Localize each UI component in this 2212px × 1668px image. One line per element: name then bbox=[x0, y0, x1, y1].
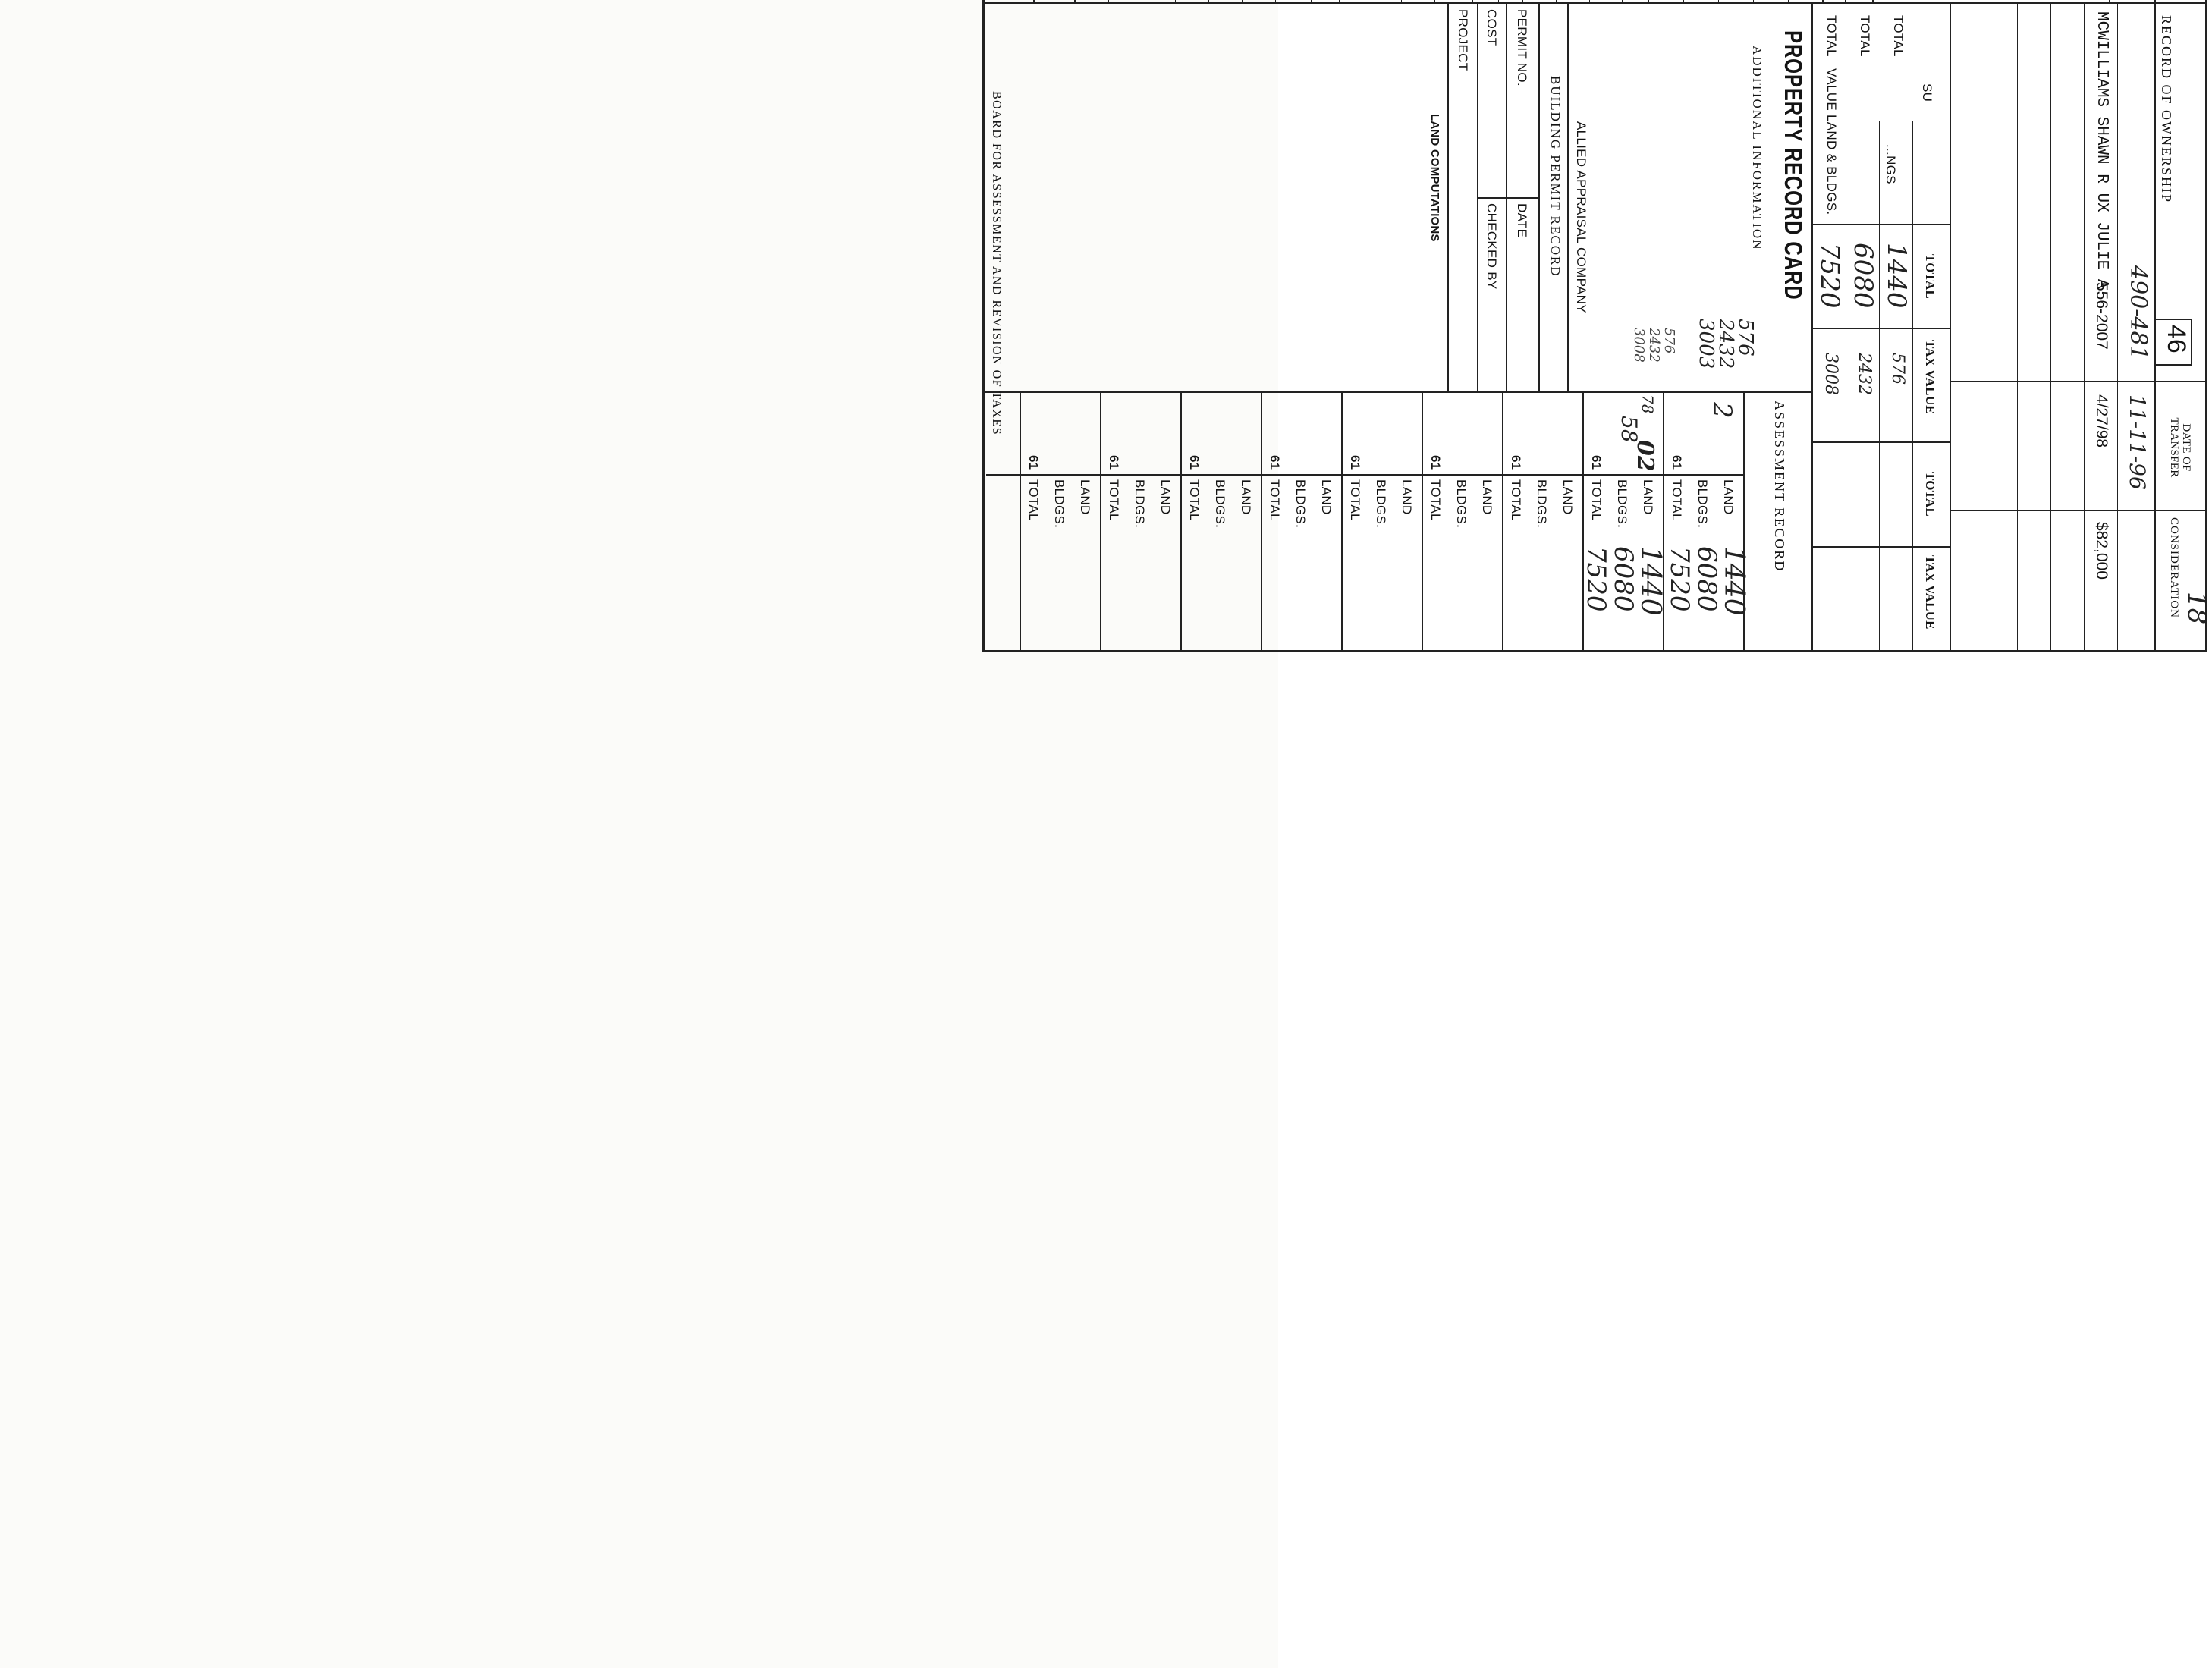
assessment-title: ASSESSMENT RECORD bbox=[1772, 401, 1787, 573]
permit-title: BUILDING PERMIT RECORD bbox=[1548, 76, 1563, 278]
rule bbox=[1622, 0, 1623, 2]
rule bbox=[1434, 0, 1435, 2]
owner-row2-date: 4/27/98 bbox=[2093, 394, 2110, 448]
rule bbox=[1311, 0, 1312, 2]
owner-row2-name: MCWILLIAMS SHAWN R UX JULIE A bbox=[2093, 11, 2110, 289]
asmt5-land: LAND bbox=[1400, 479, 1414, 515]
rule bbox=[1341, 391, 1343, 652]
rule bbox=[2084, 2, 2085, 652]
asmt4-bldgs: BLDGS. bbox=[1454, 479, 1469, 529]
rule bbox=[1538, 2, 1540, 391]
rule bbox=[985, 2, 2207, 4]
footer-right: BOARD FOR ASSESSMENT AND REVISION OF TAXES bbox=[990, 91, 1003, 436]
note-2: 2432 bbox=[1714, 319, 1737, 369]
asmt3-bldgs: BLDGS. bbox=[1535, 479, 1549, 529]
rule bbox=[1100, 391, 1101, 652]
asmt1-land: LAND bbox=[1721, 479, 1736, 515]
asmt7-land: LAND bbox=[1239, 479, 1253, 515]
asmt2-bldgs-value: 6080 bbox=[1608, 546, 1639, 612]
owner-row2-book: 556-2007 bbox=[2093, 282, 2110, 350]
asmt2-bldgs: BLDGS. bbox=[1615, 479, 1629, 529]
note-1: 576 bbox=[1734, 319, 1757, 357]
rule bbox=[1506, 2, 1507, 391]
corner-number: 18 bbox=[2182, 592, 2212, 625]
rule bbox=[2050, 2, 2051, 652]
rule bbox=[1567, 2, 1569, 391]
notes-block-1 bbox=[1696, 319, 1755, 369]
rule bbox=[1582, 391, 1584, 652]
note2-2: 2432 bbox=[1646, 328, 1662, 363]
asmt1-bldgs-value: 6080 bbox=[1692, 546, 1722, 612]
rule bbox=[1811, 2, 1813, 652]
asmt8-bldgs: BLDGS. bbox=[1133, 479, 1147, 529]
sum-h-total-2: TOTAL bbox=[1923, 472, 1937, 517]
rule bbox=[1275, 0, 1276, 2]
rule bbox=[1502, 391, 1503, 652]
rule bbox=[1242, 0, 1243, 2]
asmt4-code: 61 bbox=[1428, 455, 1443, 470]
asmt7-code: 61 bbox=[1187, 455, 1202, 470]
permit-no: PERMIT NO. bbox=[1515, 9, 1529, 86]
sum-row2-label2: ...NGS bbox=[1884, 144, 1898, 184]
appraisal-company: ALLIED APPRAISAL COMPANY bbox=[1574, 121, 1588, 313]
margin-mark-3: 58 bbox=[1617, 416, 1642, 443]
sum-row2-tax: 2432 bbox=[1855, 353, 1874, 395]
sum-row1-tax: 576 bbox=[1888, 353, 1907, 385]
asmt8-code: 61 bbox=[1107, 455, 1121, 470]
margin-mark-4: 02 bbox=[1632, 440, 1658, 472]
asmt2-total: TOTAL bbox=[1589, 479, 1604, 521]
additional-info: ADDITIONAL INFORMATION bbox=[1750, 46, 1764, 251]
rule bbox=[1208, 0, 1209, 2]
rule bbox=[1477, 2, 1478, 391]
note-3: 3003 bbox=[1695, 319, 1717, 369]
asmt1-total: TOTAL bbox=[1670, 479, 1684, 521]
asmt6-bldgs: BLDGS. bbox=[1293, 479, 1308, 529]
asmt1-code: 61 bbox=[1670, 455, 1684, 470]
rule bbox=[1813, 328, 1951, 329]
owner-row1-book: 490-481 bbox=[2125, 265, 2151, 360]
rule bbox=[1472, 0, 1473, 2]
rule bbox=[1261, 391, 1262, 652]
rule bbox=[1813, 441, 1951, 443]
rule bbox=[982, 650, 2207, 652]
asmt6-code: 61 bbox=[1268, 455, 1282, 470]
sum-row3-total: 7520 bbox=[1815, 243, 1845, 309]
permit-cost: COST bbox=[1485, 9, 1499, 46]
rule bbox=[1108, 0, 1109, 2]
rule bbox=[1951, 381, 2207, 382]
sum-row3-label2: VALUE LAND & BLDGS. bbox=[1824, 68, 1839, 215]
rule bbox=[1589, 0, 1590, 2]
sum-row3-tax: 3008 bbox=[1821, 353, 1840, 395]
rule bbox=[1478, 197, 1540, 199]
asmt1-bldgs: BLDGS. bbox=[1695, 479, 1710, 529]
rule bbox=[1788, 0, 1789, 2]
rule bbox=[1951, 510, 2207, 511]
date-header: DATE OF TRANSFER bbox=[2168, 417, 2192, 478]
asmt5-total: TOTAL bbox=[1348, 479, 1362, 521]
rule bbox=[1175, 0, 1176, 2]
asmt5-code: 61 bbox=[1348, 455, 1362, 470]
sum-row1-total: 1440 bbox=[1881, 243, 1912, 309]
rule bbox=[2205, 0, 2207, 652]
note2-1: 576 bbox=[1661, 328, 1677, 354]
rule bbox=[2117, 2, 2118, 652]
rule bbox=[1033, 0, 1035, 2]
rule bbox=[1522, 0, 1523, 2]
land-computations-title: LAND COMPUTATIONS bbox=[1428, 114, 1441, 242]
rule bbox=[1074, 0, 1076, 2]
rule bbox=[1813, 224, 1951, 225]
margin-mark-1: 2 bbox=[1707, 402, 1737, 419]
rule bbox=[985, 391, 1813, 393]
margin-mark-2: 78 bbox=[1639, 394, 1657, 414]
asmt9-bldgs: BLDGS. bbox=[1052, 479, 1067, 529]
rule bbox=[1950, 2, 1951, 652]
sum-row2-total: 6080 bbox=[1848, 243, 1878, 309]
asmt3-code: 61 bbox=[1509, 455, 1523, 470]
sum-row2-label: TOTAL bbox=[1858, 15, 1872, 57]
rule bbox=[1447, 2, 1449, 391]
rule bbox=[2017, 2, 2018, 652]
sum-h-tax: TAX VALUE bbox=[1923, 340, 1937, 414]
asmt9-total: TOTAL bbox=[1026, 479, 1041, 521]
rule bbox=[1912, 121, 1913, 652]
asmt2-total-value: 7520 bbox=[1581, 546, 1611, 612]
rule bbox=[1180, 391, 1182, 652]
sum-row1-label2: SU bbox=[1920, 83, 1934, 102]
asmt2-land: LAND bbox=[1641, 479, 1655, 515]
asmt6-land: LAND bbox=[1319, 479, 1334, 515]
asmt7-total: TOTAL bbox=[1187, 479, 1202, 521]
asmt4-land: LAND bbox=[1480, 479, 1494, 515]
permit-project: PROJECT bbox=[1456, 9, 1470, 71]
rule bbox=[1872, 0, 1874, 2]
asmt5-bldgs: BLDGS. bbox=[1374, 479, 1388, 529]
rule bbox=[1822, 0, 1824, 2]
rule bbox=[1401, 0, 1402, 2]
record-card-title: PROPERTY RECORD CARD bbox=[1780, 30, 1807, 300]
asmt1-land-value: 1440 bbox=[1718, 546, 1749, 616]
notes-block-2 bbox=[1631, 328, 1676, 363]
rule bbox=[2154, 2, 2156, 652]
rule bbox=[1683, 0, 1684, 2]
rule bbox=[982, 0, 985, 652]
asmt2-code: 61 bbox=[1589, 455, 1604, 470]
rule bbox=[1339, 0, 1340, 2]
consideration-header: CONSIDERATION bbox=[2168, 517, 2180, 618]
sum-row1-label: TOTAL bbox=[1891, 15, 1906, 57]
asmt9-code: 61 bbox=[1026, 455, 1041, 470]
note2-3: 3008 bbox=[1631, 328, 1647, 363]
rule bbox=[1556, 0, 1557, 2]
asmt1-total-value: 7520 bbox=[1664, 546, 1695, 612]
card-rotated bbox=[963, 0, 2212, 652]
rule bbox=[1718, 0, 1719, 2]
asmt4-total: TOTAL bbox=[1428, 479, 1443, 521]
rule bbox=[1753, 0, 1754, 2]
rule bbox=[1813, 546, 1951, 548]
permit-date: DATE bbox=[1515, 203, 1529, 238]
ownership-title: RECORD OF OWNERSHIP bbox=[2159, 15, 2174, 204]
asmt3-land: LAND bbox=[1560, 479, 1575, 515]
rule bbox=[1879, 121, 1880, 652]
box-number: 46 bbox=[2162, 325, 2191, 353]
permit-checked-by: CHECKED BY bbox=[1485, 203, 1499, 290]
owner-row2-consideration: $82,000 bbox=[2093, 522, 2110, 580]
asmt7-bldgs: BLDGS. bbox=[1213, 479, 1227, 529]
rule bbox=[1845, 0, 1846, 2]
asmt3-total: TOTAL bbox=[1509, 479, 1523, 521]
rule bbox=[1498, 0, 1499, 2]
asmt8-total: TOTAL bbox=[1107, 479, 1121, 521]
sum-row3-label: TOTAL bbox=[1824, 15, 1839, 57]
rule bbox=[1648, 0, 1649, 2]
asmt2-land-value: 1440 bbox=[1635, 546, 1666, 616]
rule bbox=[1020, 391, 1021, 652]
owner-row1-date: 11-11-96 bbox=[2125, 394, 2150, 490]
asmt9-land: LAND bbox=[1078, 479, 1092, 515]
sum-h-total: TOTAL bbox=[1923, 254, 1937, 299]
sum-h-tax-2: TAX VALUE bbox=[1923, 555, 1937, 630]
rule bbox=[1422, 391, 1423, 652]
asmt6-total: TOTAL bbox=[1268, 479, 1282, 521]
asmt8-land: LAND bbox=[1158, 479, 1173, 515]
